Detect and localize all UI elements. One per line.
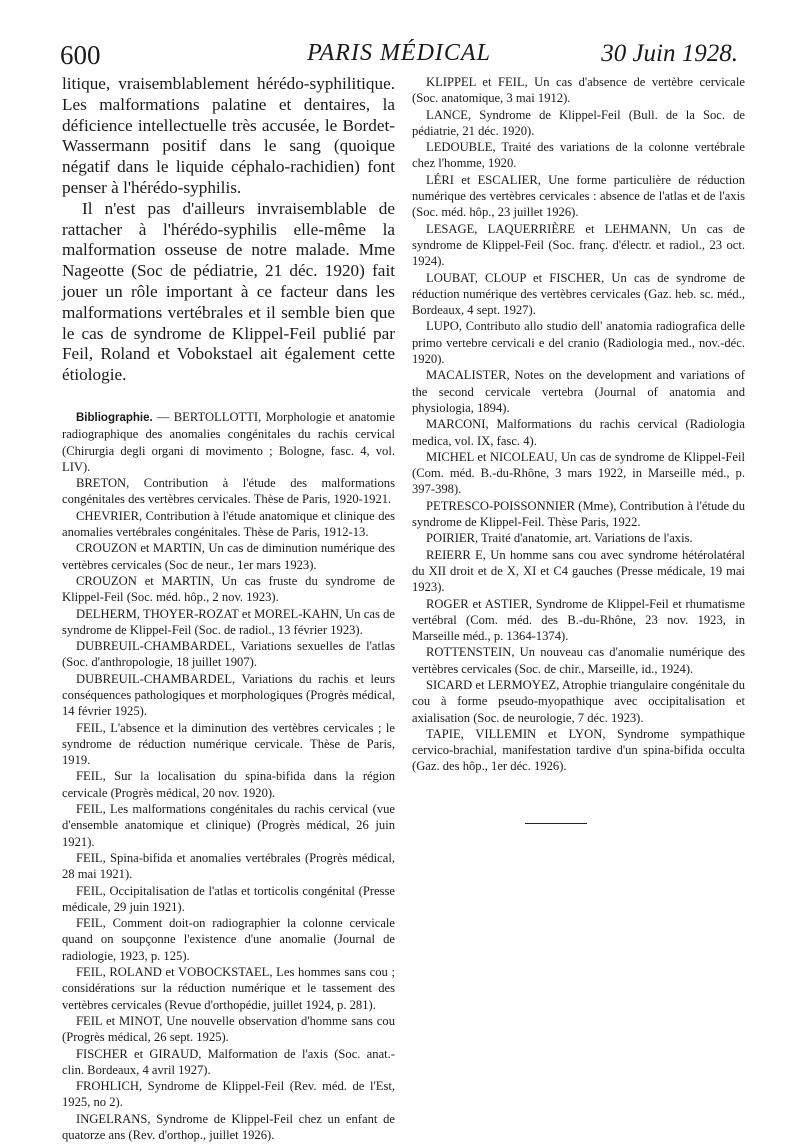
bibliography-entry: DUBREUIL-CHAMBARDEL, Variations sexuelles de l'atlas (Soc. d'anthropologie, 18 juillet 1907). [62, 639, 395, 670]
bibliography-entry: FEIL, ROLAND et VOBOCKSTAEL, Les hommes sans cou ; considérations sur la réduction numérique et le tassement des vertèbres cervicales (Revue d'orthopédie, juillet 1924, p. 281). [62, 965, 395, 1012]
bibliography-entry: FISCHER et GIRAUD, Malformation de l'axis (Soc. anat.-clin. Bordeaux, 4 avril 1927). [62, 1046, 395, 1077]
bibliography-entry: CROUZON et MARTIN, Un cas de diminution numérique des vertèbres cervicales (Soc de neur., 1er mars 1923). [62, 541, 395, 572]
bibliography-entry: PETRESCO-POISSONNIER (Mme), Contribution à l'étude du syndrome de Klippel-Feil. Thèse Paris, 1922. [412, 498, 745, 530]
bibliography-entry: Bibliographie. — BERTOLLOTTI, Morphologie et anatomie radiographique des anomalies congénitales du rachis cervical (Chirurgia degli organi di movimento ; Bologne, fasc. 4, vol. LIV). [62, 409, 395, 474]
bibliography-entry: LUPO, Contributo allo studio dell' anatomia radiografica delle primo vertebre cervicali e del cranio (Radiologia med., nov.-déc. 1920). [412, 319, 745, 367]
bibliography-entry: DELHERM, THOYER-ROZAT et MOREL-KAHN, Un cas de syndrome de Klippel-Feil (Soc. de radiol., 13 février 1923). [62, 606, 395, 637]
bibliography-entry: KLIPPEL et FEIL, Un cas d'absence de vertèbre cervicale (Soc. anatomique, 3 mai 1912). [412, 75, 745, 106]
bibliography-entry: FEIL, Sur la localisation du spina-bifida dans la région cervicale (Progrès médical, 20 nov. 1920). [62, 769, 395, 800]
bibliography-entry: POIRIER, Traité d'anatomie, art. Variations de l'axis. [426, 531, 693, 546]
bibliography-entry: MACALISTER, Notes on the development and variations of the second cervicale vertebra (Journal of anatomia and physiologia, 1894). [412, 368, 745, 415]
bibliography-entry: LANCE, Syndrome de Klippel-Feil (Bull. de la Soc. de pédiatrie, 21 déc. 1920). [412, 107, 745, 138]
bibliography-entry: ROTTENSTEIN, Un nouveau cas d'anomalie numérique des vertèbres cervicales (Soc. de chir., Marseille, id., 1924). [412, 645, 745, 676]
issue-date: 30 Juin 1928. [601, 40, 738, 67]
bibliography-entry: FEIL, Les malformations congénitales du rachis cervical (vue d'ensemble anatomique et clinique) (Progrès médical, 26 juin 1921). [62, 802, 395, 849]
right-column [412, 74, 745, 775]
bibliography-heading: Bibliographie. [76, 411, 153, 424]
bibliography-entry: LEDOUBLE, Traité des variations de la colonne vertébrale chez l'homme, 1920. [412, 140, 745, 171]
body-paragraph: Il n'est pas d'ailleurs invraisemblable de rattacher à l'hérédo-syphilis elle-même la malformation osseuse de notre malade. Mme Nageotte (Soc de pédiatrie, 21 déc. 1920) fait jouer un rôle important à ce facteur dans les malformations vertébrales et il semble bien que le cas de syndrome de Klippel-Feil publié par Feil, Roland et Vobokstael ait également cette étiologie. [62, 198, 395, 385]
bibliography-entry: ROGER et ASTIER, Syndrome de Klippel-Feil et rhumatisme vertébral (Com. méd. des B.-du-Rhône, 23 nov. 1923, in Marseille méd., p. 1364-1374). [412, 596, 745, 644]
bibliography-entry: INGELRANS, Syndrome de Klippel-Feil chez un enfant de quatorze ans (Rev. d'orthop., juillet 1926). [62, 1111, 395, 1143]
bibliography-entry: SICARD et LERMOYEZ, Atrophie triangulaire congénitale du cou à forme pseudo-myopathique avec occipitalisation et axialisation (Soc. de neurologie, 7 déc. 1923). [412, 677, 745, 725]
bibliography-entry: BRETON, Contribution à l'étude des malformations congénitales des vertèbres cervicales. Thèse de Paris, 1920-1921. [62, 476, 395, 507]
body-paragraph: litique, vraisemblablement hérédo-syphilitique. Les malformations palatine et dentaires, la déficience intellectuelle très accusée, le Bordet-Wassermann positif dans le sang (quoique négatif dans le liquide céphalo-rachidien) font penser à l'hérédo-syphilis. [62, 74, 395, 197]
bibliography-entry: MICHEL et NICOLEAU, Un cas de syndrome de Klippel-Feil (Com. méd. B.-du-Rhône, 3 mars 1922, in Marseille méd., p. 397-398). [412, 449, 745, 497]
page-number: 600 [60, 40, 101, 70]
bibliography-entry: MARCONI, Malformations du rachis cervical (Radiologia medica, vol. IX, fasc. 4). [412, 417, 745, 448]
bibliography-entry: DUBREUIL-CHAMBARDEL, Variations du rachis et leurs conséquences pathologiques et morphologiques (Progrès médical, 14 février 1925). [62, 671, 395, 719]
bibliography-entry: CROUZON et MARTIN, Un cas fruste du syndrome de Klippel-Feil (Soc. méd. hôp., 2 nov. 1923). [62, 573, 395, 605]
bibliography-entry: CHEVRIER, Contribution à l'étude anatomique et clinique des anomalies vertébrales congénitales. Thèse de Paris, 1912-13. [62, 508, 395, 540]
bibliography-entry: LESAGE, LAQUERRIÈRE et LEHMANN, Un cas de syndrome de Klippel-Feil (Soc. franç. d'électr. et radiol., 23 oct. 1924). [412, 221, 745, 269]
left-column [62, 74, 395, 1143]
bibliography-entry: LOUBAT, CLOUP et FISCHER, Un cas de syndrome de réduction numérique des vertèbres cervicales (Gaz. heb. sc. méd., Bordeaux, 4 sept. 1927). [412, 270, 745, 318]
journal-title: PARIS MÉDICAL [307, 40, 491, 66]
bibliography-left [62, 409, 395, 1143]
bibliography-entry: TAPIE, VILLEMIN et LYON, Syndrome sympathique cervico-brachial, manifestation tardive d'un spina-bifida occulta (Gaz. des hôp., 1er déc. 1926). [412, 726, 745, 774]
bibliography-entry: FEIL, Comment doit-on radiographier la colonne cervicale quand on soupçonne l'existence d'une anomalie (Journal de radiologie, 1923, p. 125). [62, 916, 395, 963]
bibliography-entry: FEIL, Spina-bifida et anomalies vertébrales (Progrès médical, 28 mai 1921). [62, 850, 395, 882]
body-text [62, 74, 395, 386]
bibliography-entry: FROHLICH, Syndrome de Klippel-Feil (Rev. méd. de l'Est, 1925, no 2). [62, 1079, 395, 1110]
bibliography-entry: FEIL, Occipitalisation de l'atlas et torticolis congénital (Presse médicale, 29 juin 1921). [62, 883, 395, 914]
bibliography-entry: LÉRI et ESCALIER, Une forme particulière de réduction numérique des vertèbres cervicales : absence de l'atlas et de l'axis (Soc. méd. hôp., 23 juillet 1926). [412, 172, 745, 220]
bibliography-entry: FEIL et MINOT, Une nouvelle observation d'homme sans cou (Progrès médical, 26 sept. 1925). [62, 1013, 395, 1045]
section-divider [525, 823, 587, 824]
bibliography-entry: FEIL, L'absence et la diminution des vertèbres cervicales ; le syndrome de réduction numérique cervicale. Thèse de Paris, 1919. [62, 720, 395, 768]
bibliography-entry: REIERR E, Un homme sans cou avec syndrome hétérolatéral du XII droit et de X, XI et C4 gauches (Presse médicale, 19 mai 1923). [412, 547, 745, 595]
